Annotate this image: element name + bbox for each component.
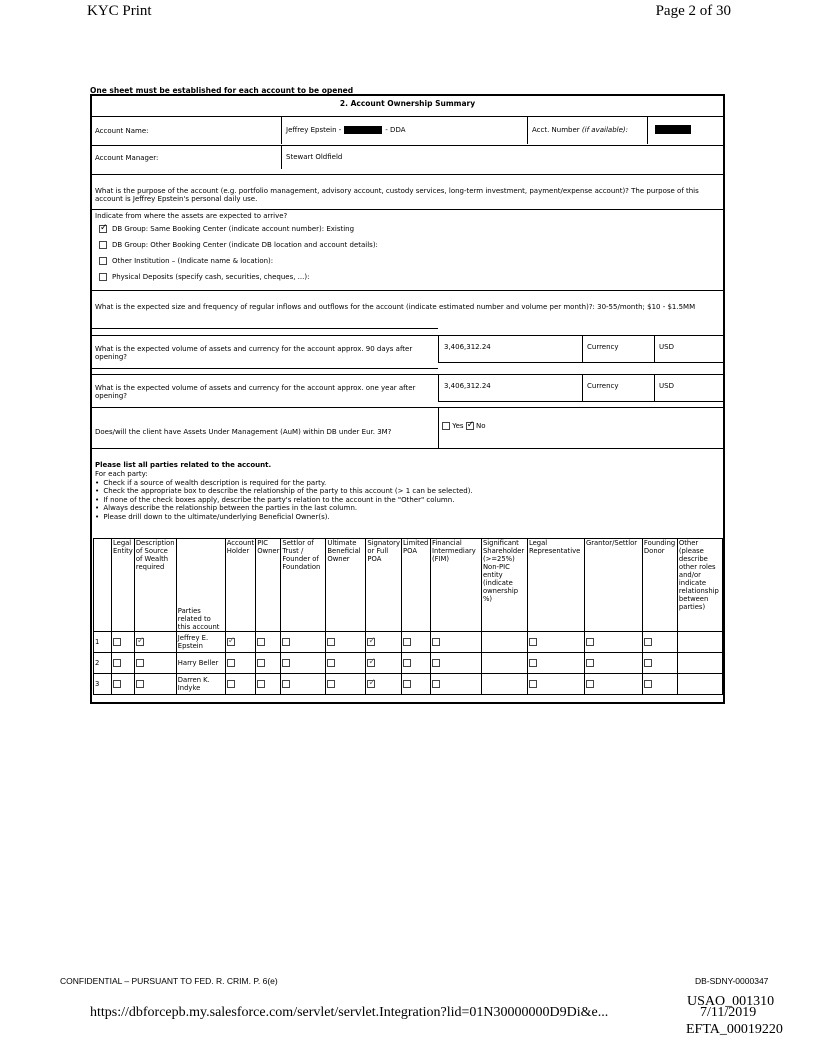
currency-value: USD [659,382,674,390]
parties-table-header [94,539,723,632]
asset-option-other-booking[interactable]: DB Group: Other Booking Center (indicate DB location and account details): [99,241,378,249]
sow-checkbox[interactable] [136,659,144,667]
instruction-item: • If none of the check boxes apply, describe the party's relation to the account in the "Other" column. [95,496,473,504]
print-date: 7/11/2019 [700,1005,757,1020]
settlor-checkbox[interactable] [282,638,290,646]
legal-rep-checkbox[interactable] [529,680,537,688]
limited-poa-checkbox[interactable] [403,659,411,667]
checkbox[interactable] [99,257,107,265]
founding-donor-checkbox[interactable] [644,638,652,646]
volume-90-text: What is the expected volume of assets and currency for the account approx. 90 days after opening? [95,345,413,361]
col-header-founding-donor: Founding Donor [642,539,677,632]
pic-owner-checkbox[interactable] [257,659,265,667]
col-header-signatory: Signatory or Full POA [366,539,402,632]
parties-instructions-section [92,448,723,537]
legal-rep-checkbox[interactable] [529,659,537,667]
fim-checkbox[interactable] [432,659,440,667]
confidential-notice: CONFIDENTIAL – PURSUANT TO FED. R. CRIM. P. 6(e) [60,976,278,986]
asset-option-physical-deposits[interactable]: Physical Deposits (specify cash, securities, cheques, ...): [99,273,309,281]
source-url[interactable]: https://dbforcepb.my.salesforce.com/servlet/servlet.Integration?lid=01N30000000D9Di&e... [90,1005,609,1020]
col-header-source-of-wealth: Description of Source of Wealth required [134,539,176,632]
volume-90-row [92,335,723,369]
col-header-limited-poa: Limited POA [402,539,431,632]
aum-yes-checkbox[interactable] [442,422,450,430]
party-name: Harry Beller [176,653,225,674]
founding-donor-checkbox[interactable] [644,659,652,667]
signatory-checkbox[interactable] [367,659,375,667]
table-row [94,632,723,653]
party-name: Darren K. Indyke [176,674,225,695]
sow-checkbox[interactable] [136,680,144,688]
founding-donor-checkbox[interactable] [644,680,652,688]
volume-1y-value: 3,406,312.24 [444,382,491,390]
account-ownership-form [90,94,725,704]
col-header-ubo: Ultimate Beneficial Owner [326,539,366,632]
ubo-checkbox[interactable] [327,680,335,688]
col-header-other: Other (please describe other roles and/or indicate relationship between parties) [677,539,722,632]
volume-90-value: 3,406,312.24 [444,343,491,351]
settlor-checkbox[interactable] [282,659,290,667]
sheet-note: One sheet must be established for each account to be opened [90,86,354,95]
acct-number-label: Acct. Number (if available): [532,126,628,134]
parties-heading: Please list all parties related to the account. [95,461,272,469]
pic-owner-checkbox[interactable] [257,638,265,646]
acct-number-value [655,125,691,134]
page-number: Page 2 of 30 [655,3,731,19]
limited-poa-checkbox[interactable] [403,638,411,646]
account-manager-row [92,145,723,169]
assets-origin-label: Indicate from where the assets are expected to arrive? [95,212,288,220]
col-header-fim: Financial Intermediary (FIM) [430,539,481,632]
asset-option-other-institution[interactable]: Other Institution – (Indicate name & location): [99,257,273,265]
col-header-parties: Parties related to this account [176,539,225,632]
redaction-block [344,126,382,134]
asset-option-same-booking[interactable]: ✓DB Group: Same Booking Center (indicate account number): Existing [99,225,354,233]
col-header-account-holder: Account Holder [225,539,255,632]
grantor-checkbox[interactable] [586,638,594,646]
aum-row [92,407,723,448]
parties-instruction-list [95,479,473,521]
limited-poa-checkbox[interactable] [403,680,411,688]
account-holder-checkbox[interactable] [227,659,235,667]
party-name: Jeffrey E. Epstein [176,632,225,653]
account-manager-label: Account Manager: [95,154,159,162]
table-row [94,674,723,695]
instruction-item: • Check the appropriate box to describe the relationship of the party to this account (> 1 can be selected). [95,487,473,495]
parties-for-each: For each party: [95,470,148,478]
table-row [94,653,723,674]
legal-entity-checkbox[interactable] [113,659,121,667]
account-holder-checkbox[interactable] [227,680,235,688]
instruction-item: • Always describe the relationship between the parties in the last column. [95,504,473,512]
signatory-checkbox[interactable] [367,638,375,646]
volume-1y-text: What is the expected volume of assets and currency for the account approx. one year after opening? [95,384,416,400]
flows-text: What is the expected size and frequency of regular inflows and outflows for the account (indicate estimated number and volume per month)?: 30-55/month; $10 - $1.5MM [95,303,696,311]
grantor-checkbox[interactable] [586,680,594,688]
legal-entity-checkbox[interactable] [113,638,121,646]
instruction-item: • Check if a source of wealth description is required for the party. [95,479,473,487]
print-header-title: KYC Print [87,3,152,19]
checkbox[interactable] [99,241,107,249]
sow-checkbox[interactable] [136,638,144,646]
signatory-checkbox[interactable] [367,680,375,688]
flows-row [92,290,723,329]
form-title: 2. Account Ownership Summary [339,99,476,108]
checkbox[interactable] [99,273,107,281]
instruction-item: • Please drill down to the ultimate/underlying Beneficial Owner(s). [95,513,473,521]
col-header-grantor: Grantor/Settlor [584,539,642,632]
currency-label: Currency [587,343,619,351]
row-number: 3 [94,674,112,695]
usao-number: USAO_001310 [687,994,775,1009]
purpose-text: What is the purpose of the account (e.g. portfolio management, advisory account, custody services, long-term investment, payment/expense account)? The purpose of this account is Jeffrey Epstein's personal daily use. [95,187,699,203]
pic-owner-checkbox[interactable] [257,680,265,688]
purpose-row [92,174,723,209]
efta-number: EFTA_00019220 [686,1022,783,1037]
legal-rep-checkbox[interactable] [529,638,537,646]
fim-checkbox[interactable] [432,638,440,646]
row-number: 1 [94,632,112,653]
account-name-label: Account Name: [95,127,149,135]
aum-question: Does/will the client have Assets Under Management (AuM) within DB under Eur. 3M? [95,428,392,436]
volume-1y-row [92,374,723,408]
col-header-settlor: Settlor of Trust / Founder of Foundation [281,539,326,632]
col-header-shareholder: Significant Shareholder (>=25%) Non-PIC entity (indicate ownership %) [481,539,527,632]
col-header-pic-owner: PIC Owner [256,539,281,632]
col-header-legal-entity: Legal Entity [111,539,134,632]
currency-label: Currency [587,382,619,390]
bates-number: DB-SDNY-0000347 [695,976,769,986]
col-header-legal-rep: Legal Representative [527,539,584,632]
parties-table [93,538,723,695]
account-manager-value: Stewart Oldfield [286,153,343,161]
checkbox[interactable] [99,225,107,233]
account-holder-checkbox[interactable] [227,638,235,646]
account-name-row [92,116,723,144]
ubo-checkbox[interactable] [327,659,335,667]
settlor-checkbox[interactable] [282,680,290,688]
assets-origin-section [92,209,723,290]
ubo-checkbox[interactable] [327,638,335,646]
account-name-value: Jeffrey Epstein - - DDA [286,126,406,134]
col-header-num [94,539,112,632]
aum-no-checkbox[interactable] [466,422,474,430]
legal-entity-checkbox[interactable] [113,680,121,688]
redaction-block [655,125,691,134]
aum-options: Yes ✓ No [442,422,486,430]
currency-value: USD [659,343,674,351]
row-number: 2 [94,653,112,674]
grantor-checkbox[interactable] [586,659,594,667]
fim-checkbox[interactable] [432,680,440,688]
